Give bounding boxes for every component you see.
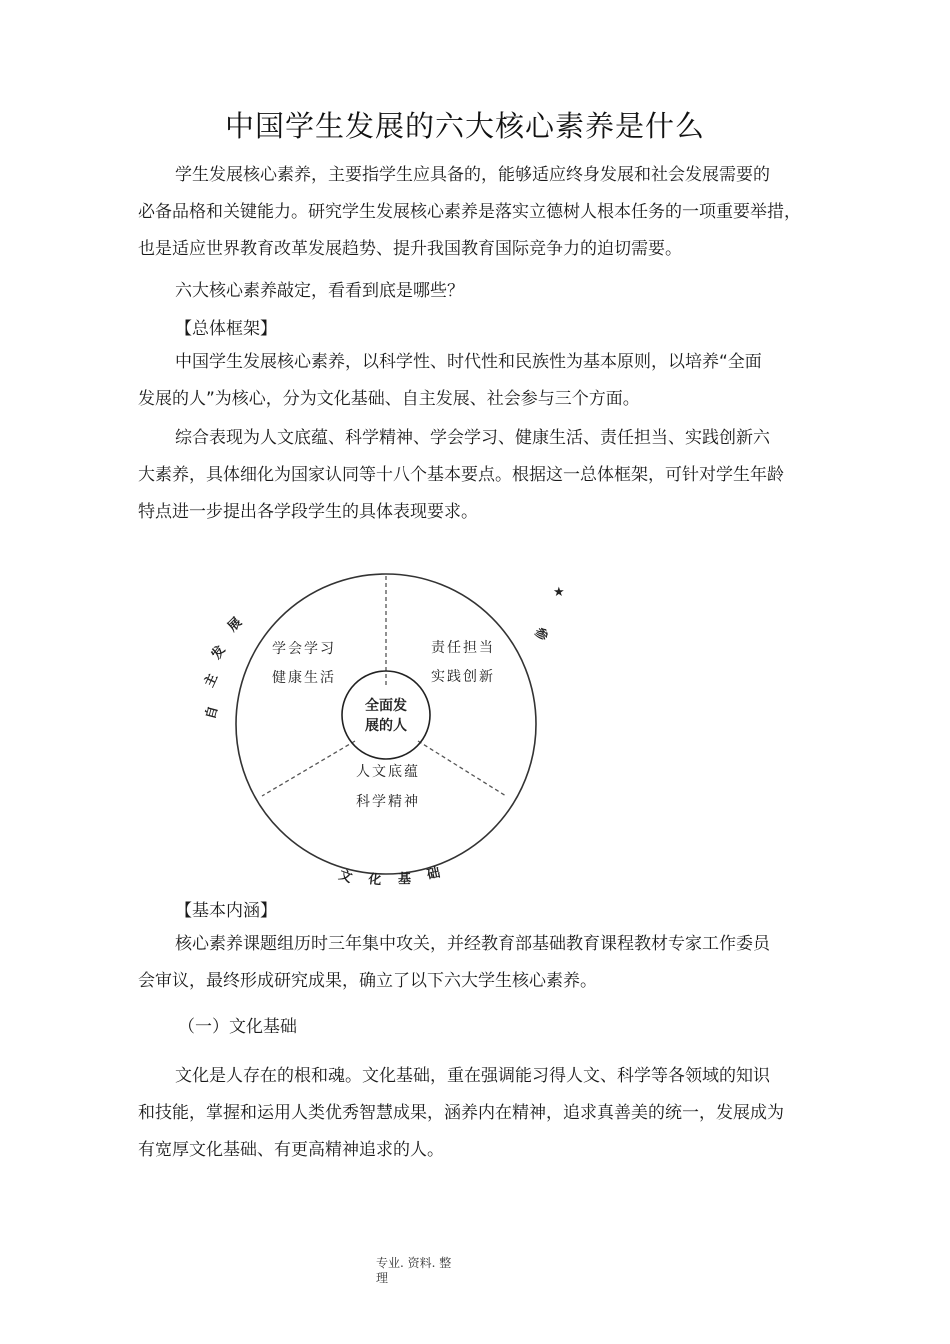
connotation-heading: 【基本内涵】: [175, 901, 277, 921]
left-arc-char: 自: [203, 704, 222, 722]
bottom-arc-char: 化: [367, 872, 383, 889]
left-arc-char: 主: [202, 671, 222, 690]
paragraph-line: 有宽厚文化基础、有更高精神追求的人。: [138, 1140, 444, 1160]
right-sector-line-2: 实践创新: [431, 669, 495, 685]
section-1-heading: （一）文化基础: [178, 1017, 297, 1037]
paragraph-line: 特点进一步提出各学段学生的具体表现要求。: [138, 502, 478, 522]
page-title: 中国学生发展的六大核心素养是什么: [224, 109, 705, 143]
bottom-arc-char: 础: [425, 865, 442, 883]
divider-line-left: [262, 741, 355, 796]
paragraph-line: 必备品格和关键能力。研究学生发展核心素养是落实立德树人根本任务的一项重要举措，: [138, 202, 801, 222]
paragraph-line: 发展的人”为核心，分为文化基础、自主发展、社会参与三个方面。: [138, 389, 640, 409]
center-label-line-1: 全面发: [365, 698, 407, 714]
paragraph-line: 会审议，最终形成研究成果，确立了以下六大学生核心素养。: [138, 971, 597, 991]
question-line: 六大核心素养敲定，看看到底是哪些？: [175, 281, 464, 301]
left-sector-line-1: 学会学习: [272, 641, 336, 657]
bottom-sector-line-2: 科学精神: [356, 794, 420, 810]
bottom-arc-char: 基: [398, 872, 412, 887]
page-footer: [376, 1256, 466, 1286]
intro-paragraph: [138, 157, 830, 268]
core-literacy-diagram: [200, 570, 580, 890]
footer-line: 理: [376, 1271, 389, 1285]
paragraph-line: 综合表现为人文底蕴、科学精神、学会学习、健康生活、责任担当、实践创新六: [175, 428, 770, 448]
footer-line: 专业. 资料. 整: [376, 1256, 452, 1270]
divider-line-right: [418, 741, 506, 796]
bottom-arc-char: 文: [336, 867, 354, 887]
paragraph-line: 中国学生发展核心素养，以科学性、时代性和民族性为基本原则，以培养“全面: [175, 352, 762, 372]
center-label-line-2: 展的人: [365, 718, 407, 734]
section-1-paragraph: [138, 1058, 830, 1169]
paragraph-line: 也是适应世界教育改革发展趋势、提升我国教育国际竞争力的迫切需要。: [138, 239, 682, 259]
paragraph-line: 和技能，掌握和运用人类优秀智慧成果，涵养内在精神，追求真善美的统一，发展成为: [138, 1103, 784, 1123]
star-mark: ★: [553, 585, 565, 600]
left-arc-char: 发: [208, 643, 229, 663]
framework-paragraph-1: [138, 344, 830, 418]
framework-paragraph-2: [138, 420, 830, 531]
bottom-sector-line-1: 人文底蕴: [356, 764, 420, 780]
right-arc-char: 参: [530, 624, 551, 645]
framework-heading: 【总体框架】: [175, 319, 277, 339]
right-sector-line-1: 责任担当: [431, 640, 495, 656]
left-arc-char: 展: [225, 615, 246, 635]
left-sector-line-2: 健康生活: [272, 670, 336, 686]
connotation-paragraph: [138, 926, 830, 1000]
paragraph-line: 大素养，具体细化为国家认同等十八个基本要点。根据这一总体框架，可针对学生年龄: [138, 465, 784, 485]
paragraph-line: 学生发展核心素养，主要指学生应具备的，能够适应终身发展和社会发展需要的: [175, 165, 770, 185]
paragraph-line: 文化是人存在的根和魂。文化基础，重在强调能习得人文、科学等各领域的知识: [175, 1066, 770, 1086]
paragraph-line: 核心素养课题组历时三年集中攻关，并经教育部基础教育课程教材专家工作委员: [175, 934, 770, 954]
